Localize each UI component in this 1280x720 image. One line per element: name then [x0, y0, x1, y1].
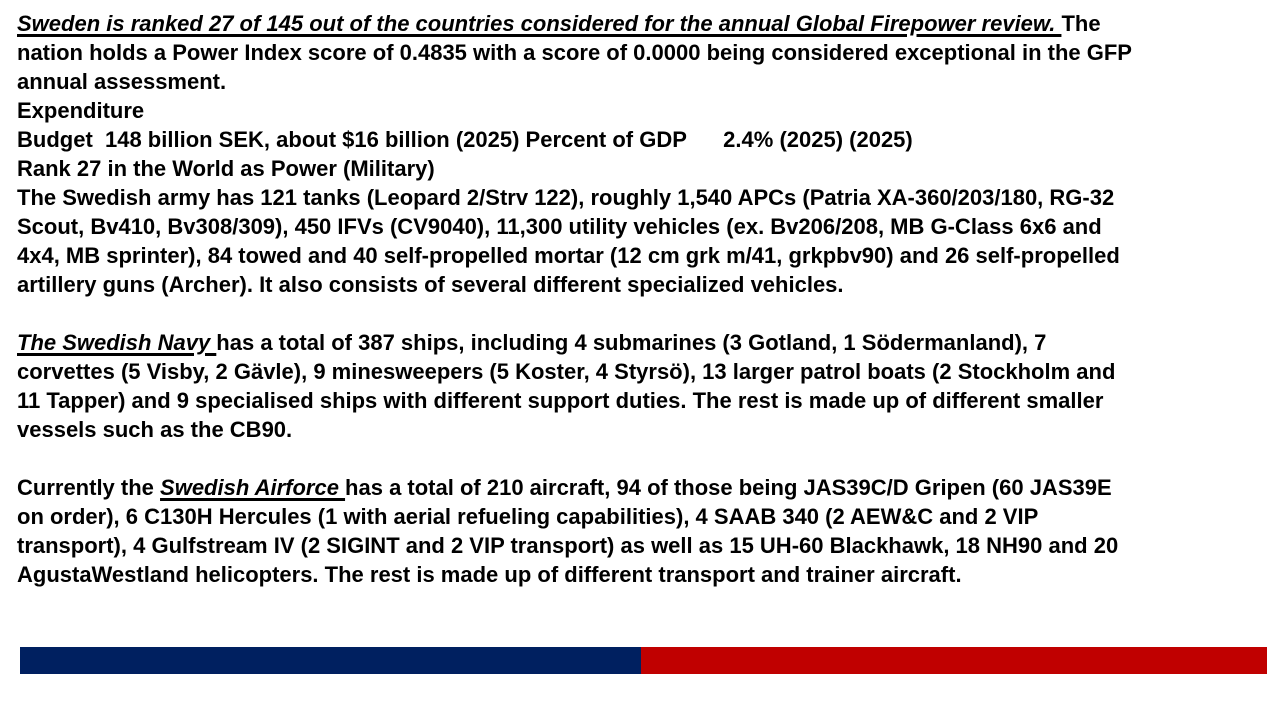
text-line [17, 328, 1267, 357]
footer-bar [20, 647, 1267, 674]
text-segment: The Swedish army has 121 tanks (Leopard 2/Strv 122), roughly 1,540 APCs (Patria XA-360/203/180, RG-32 [17, 185, 1115, 210]
text-segment: nation holds a Power Index score of 0.4835 with a score of 0.0000 being considered exceptional in the GFP [17, 40, 1132, 65]
text-line [17, 241, 1267, 270]
text-line [17, 183, 1267, 212]
text-segment: AgustaWestland helicopters. The rest is made up of different transport and trainer aircraft. [17, 562, 962, 587]
text-line [17, 444, 1267, 473]
text-segment: transport), 4 Gulfstream IV (2 SIGINT and 2 VIP transport) as well as 15 UH-60 Blackhawk, 18 NH90 and 20 [17, 533, 1119, 558]
text-segment: vessels such as the CB90. [17, 417, 293, 442]
text-segment: has a total of 210 aircraft, 94 of those being JAS39C/D Gripen (60 JAS39E [345, 475, 1112, 500]
underlined-italic-text: The Swedish Navy [17, 330, 217, 355]
text-line [17, 473, 1267, 502]
text-line [17, 531, 1267, 560]
text-line [17, 415, 1267, 444]
text-segment: The [1061, 11, 1101, 36]
text-segment: Scout, Bv410, Bv308/309), 450 IFVs (CV9040), 11,300 utility vehicles (ex. Bv206/208, MB G-Class 6x6 and [17, 214, 1102, 239]
text-segment: artillery guns (Archer). It also consists of several different specialized vehicles. [17, 272, 844, 297]
text-segment: has a total of 387 ships, including 4 submarines (3 Gotland, 1 Södermanland), 7 [216, 330, 1047, 355]
underlined-italic-text: Sweden is ranked 27 of 145 out of the countries considered for the annual Global Firepower review. [17, 11, 1062, 36]
text-line [17, 386, 1267, 415]
text-segment: Expenditure [17, 98, 145, 123]
text-line [17, 125, 1267, 154]
text-line [17, 299, 1267, 328]
text-line [17, 154, 1267, 183]
text-line [17, 502, 1267, 531]
text-line [17, 357, 1267, 386]
text-segment: 11 Tapper) and 9 specialised ships with different support duties. The rest is made up of different smaller [17, 388, 1104, 413]
underlined-italic-text: Swedish Airforce [160, 475, 346, 500]
text-line [17, 9, 1267, 38]
footer-bar-blue [20, 647, 641, 674]
text-segment: Rank 27 in the World as Power (Military) [17, 156, 435, 181]
text-segment: annual assessment. [17, 69, 227, 94]
slide-text [17, 9, 1267, 589]
text-segment: Currently the [17, 475, 161, 500]
text-line [17, 96, 1267, 125]
text-segment: on order), 6 C130H Hercules (1 with aerial refueling capabilities), 4 SAAB 340 (2 AEW&C and 2 VIP [17, 504, 1039, 529]
footer-bar-red [641, 647, 1267, 674]
text-line [17, 38, 1267, 67]
text-segment: 4x4, MB sprinter), 84 towed and 40 self-propelled mortar (12 cm grk m/41, grkpbv90) and 26 self-propelled [17, 243, 1120, 268]
text-segment: Budget 148 billion SEK, about $16 billion (2025) Percent of GDP 2.4% (2025) (2025) [17, 127, 913, 152]
text-line [17, 212, 1267, 241]
text-segment: corvettes (5 Visby, 2 Gävle), 9 minesweepers (5 Koster, 4 Styrsö), 13 larger patrol boats (2 Stockholm and [17, 359, 1116, 384]
text-line [17, 270, 1267, 299]
text-line [17, 560, 1267, 589]
text-line [17, 67, 1267, 96]
